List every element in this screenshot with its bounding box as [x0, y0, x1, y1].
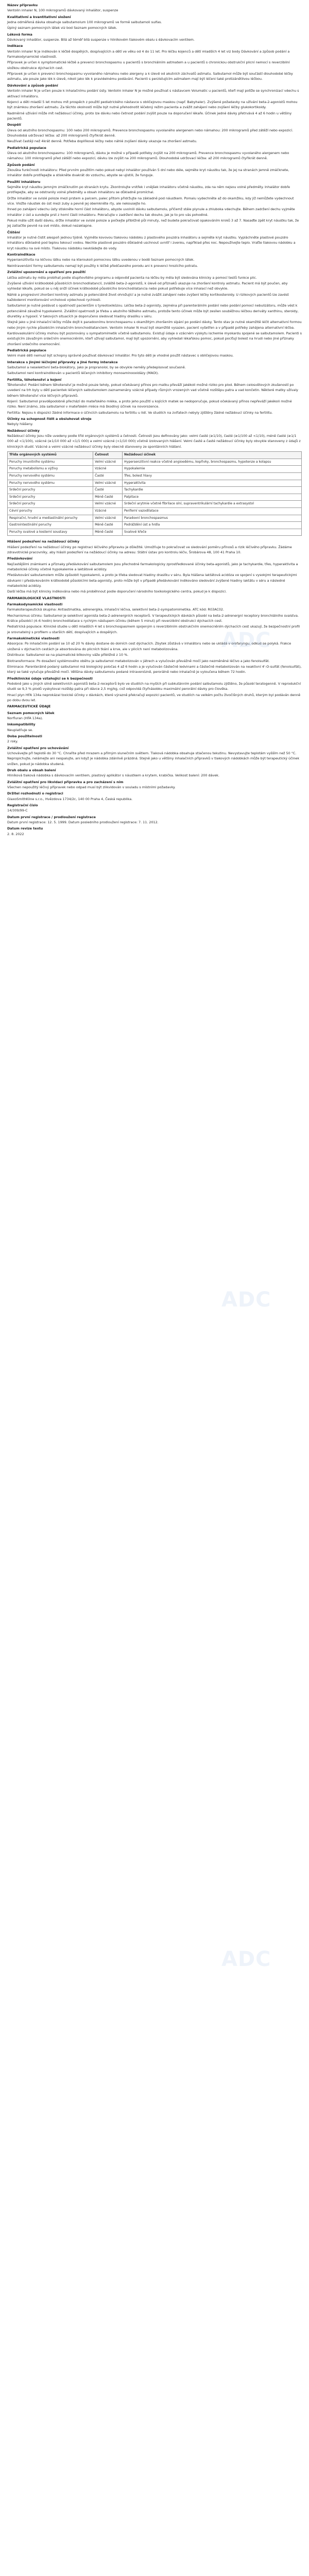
section	[7, 745, 302, 767]
section-paragraph: Těhotenství: Podání během těhotenství je možné pouze tehdy, pokud očekávaný přínos pro matku převáží jakékoli možné riziko pro plod. Během celosvětových zkušeností po uvedení na trh byly u dětí pacientek léčených salbutamolem zaznamenány vzácné případy různých vrozených vad včetně rozštěpu patra a vad končetin. Některé matky užívaly během těhotenství více léčivých přípravků.	[7, 383, 298, 398]
table-cell: Méně časté	[93, 529, 123, 536]
section-paragraph: 2 roky.	[7, 739, 18, 744]
section-heading: Předklinické údaje vztahující se k bezpečnosti	[7, 676, 93, 681]
section-paragraph: Eliminace: Parenterálně podaný salbutamol má biologický poločas 4 až 6 hodin a je vylučován částečně ledvinami a částečně metabolizován na neaktivní 4'-O-sulfát (fenolsulfát), který se také vylučuje převážně močí. Většina dávky salbutamolu podané intravenózně, perorálně nebo inhalačně je vyloučena během 72 hodin.	[7, 664, 302, 674]
section	[7, 803, 302, 814]
table-cell: Srdeční arytmie včetně fibrilace síní, supraventrikulární tachykardie a extrasystol	[123, 501, 302, 508]
section-heading: Datum první registrace / prodloužení registrace	[7, 815, 96, 819]
section	[7, 734, 302, 744]
table-body	[8, 459, 302, 536]
section-paragraph: Přípravek je určen k prevenci bronchospasmu vyvolaného námahou nebo alergeny a k úlevě od akutních záchvatů astmatu. Salbutamol může být součástí dlouhodobé léčby astmatu, ale pouze jako lék k úlevě, nikoli jako lék k pravidelnému podávání. Pacienti s perzistujícím astmatem mají být léčeni také protizánětlivou léčbou.	[7, 72, 293, 81]
section-paragraph: Kojenci a děti mladší 5 let mohou mít prospěch z použití pediatrického nástavce s obličejovou maskou (např. Babyhaler). Zvýšené požadavky na užívání beta-2-agonistů mohou být známkou zhoršení astmatu. Za těchto okolností může být nutné přehodnotit léčebný režim pacienta a zvážit zahájení nebo zvýšení léčby glukokortikoidy.	[7, 99, 298, 110]
section-heading: Datum revize textu	[7, 826, 43, 831]
section-paragraph: Zkouška funkčnosti inhalátoru: Před prvním použitím nebo pokud nebyl inhalátor používán 5 dní nebo déle, sejměte kryt náustku tak, že jej na stranách jemně zmáčknete, inhalátor dobře protřepejte a stiskněte dvakrát do vzduchu, abyste se ujistili, že funguje.	[7, 167, 289, 178]
section	[7, 791, 302, 802]
section	[7, 704, 302, 709]
section-paragraph: Všechen nepoužitý léčivý přípravek nebo odpad musí být zlikvidován v souladu s místními požadavky.	[7, 785, 176, 790]
section	[7, 269, 302, 347]
table-cell: Méně časté	[93, 494, 123, 501]
table-cell: Cévní poruchy	[8, 507, 93, 515]
section	[7, 710, 302, 721]
section	[7, 722, 302, 733]
section-paragraph: 14/309/99-C	[7, 808, 28, 813]
section	[7, 596, 302, 601]
section	[7, 43, 302, 81]
section-heading: Druh obalu a obsah balení	[7, 768, 56, 773]
section-paragraph: Ventolin inhaler N, 100 mikrogramů dávkovaný inhalátor, suspenze	[7, 8, 118, 13]
section	[7, 636, 302, 674]
section-heading: Pediatrická populace	[7, 348, 46, 352]
section-paragraph: Ihned po zahájení vdechu ústy stiskněte horní část inhalátoru, abyste uvolnili dávku salbutamolu, přičemž stále plynule a zhluboka vdechujte. Během zadržení dechu vyjměte inhalátor z úst a sundejte prst z horní části inhalátoru. Pokračujte v zadržení dechu tak dlouho, jak je to pro vás pohodlné.	[7, 207, 295, 217]
table-header-cell: Nežádoucí účinek	[123, 452, 302, 459]
section-heading: Zvláštní opatření pro uchovávání	[7, 745, 69, 750]
table-cell: Gastrointestinální poruchy	[8, 522, 93, 529]
table-row	[8, 501, 302, 508]
section-paragraph: Uchovávejte při teplotě do 30 °C. Chraňte před mrazem a přímým slunečním světlem. Tlaková nádobka obsahuje stlačenou tekutinu. Nevystavujte teplotám vyšším než 50 °C. Nepropichujte, nelámejte ani nespalujte, ani když je nádobka zdánlivě prázdná. Stejně jako u většiny inhalačních přípravků v tlakových nádobkách může být terapeutický účinek snížen, pokud je nádobka studená.	[7, 751, 300, 766]
table-row	[8, 487, 302, 494]
table-cell: Tachykardie	[123, 487, 302, 494]
section-heading: Farmakokinetické vlastnosti	[7, 636, 60, 641]
section-paragraph: 2. 8. 2022	[7, 832, 24, 836]
section-paragraph: Hliníková tlaková nádobka s dávkovacím ventilem, plastový aplikátor s náustkem a krytem, krabička. Velikost balení: 200 dávek.	[7, 773, 219, 778]
table-header-cell: Třída orgánových systémů	[8, 452, 93, 459]
table-cell: Časté	[93, 487, 123, 494]
section-heading: Způsob podání	[7, 162, 35, 167]
section-paragraph: Náhlé a progresivní zhoršení kontroly astmatu je potenciálně život ohrožující a je nutné zvážit zahájení nebo zvýšení léčby kortikosteroidy. U rizikových pacientů lze zavést každodenní monitorování vrcholové výdechové rychlosti.	[7, 292, 289, 302]
section-heading: Předávkování	[7, 556, 32, 561]
section-paragraph: Biotransformace: Po dosažení systémového oběhu je salbutamol metabolizován v játrech a vylučován převážně močí jako nezměněné léčivo a jako fenolsulfát.	[7, 658, 270, 663]
table-cell: Velmi vzácné	[93, 501, 123, 508]
section-paragraph: Pokud máte užít další dávku, držte inhalátor ve svislé poloze a počkejte přibližně půl minuty, než budete pokračovat opakováním kroků 3 až 7. Nasaďte zpět kryt náustku tak, že jej zatlačíte pevně na své místo, dokud nezaklapne.	[7, 218, 299, 228]
section	[7, 360, 302, 376]
section-heading: FARMAKOLOGICKÉ VLASTNOSTI	[7, 596, 66, 600]
watermark: ADC	[221, 1947, 271, 1971]
section	[7, 768, 302, 778]
table-row	[8, 459, 302, 466]
document-part-1	[7, 3, 302, 449]
section	[7, 348, 302, 359]
section-paragraph: Ventolin inhaler N je určen pouze k inhalačnímu podání ústy. Ventolin inhaler N je možné používat s nástavcem Volumatic u pacientů, kteří mají potíže se synchronizací vdechu s aktivací inhalátoru.	[7, 89, 299, 98]
section-paragraph: Úleva od akutního bronchospasmu: 100 nebo 200 mikrogramů. Prevence bronchospasmu vyvolaného alergenem nebo námahou: 200 mikrogramů před zátěží nebo expozicí. Dlouhodobá udržovací léčba: až 200 mikrogramů čtyřikrát denně.	[7, 128, 294, 138]
section	[7, 162, 302, 178]
section-paragraph: GlaxoSmithKline s.r.o., Hvězdova 1734/2c, 140 00 Praha 4, Česká republika.	[7, 796, 133, 801]
table-cell: Vzácné	[93, 466, 123, 473]
document-part-2	[7, 539, 302, 837]
section-heading: Použití inhalátoru	[7, 179, 41, 184]
document-body	[0, 0, 309, 837]
section-paragraph: Ventolin inhaler N je indikován k léčbě dospělých, dospívajících a dětí ve věku od 4 do 11 let. Pro léčbu kojenců a dětí mladších 4 let viz body Dávkování a způsob podání a Farmakodynamické vlastnosti.	[7, 49, 290, 59]
section-paragraph: Salbutamol je nutné podávat s opatrností pacientům s tyreotoxikózou. Léčba beta-2-agonisty, zejména při parenterálním podání nebo podání pomocí nebulizátoru, může vést k potenciálně závažné hypokalemii. Zvláštní opatrnosti je třeba u akutního těžkého astmatu, protože tento účinek může být zesílen souběžnou léčbou deriváty xanthinu, steroidy, diuretiky a hypoxií. V takových situacích je doporučeno sledovat hladiny draslíku v séru.	[7, 303, 299, 318]
section-paragraph: Mechanismus účinku: Salbutamol je selektivní agonista beta-2-adrenergních receptorů. V terapeutických dávkách působí na beta-2-adrenergní receptory bronchiálního svalstva. Krátce působící (4–6 hodin) bronchodilatace s rychlým nástupem účinku (během 5 minut) při reverzibilní obstrukci dýchacích cest.	[7, 613, 299, 623]
table-cell: Paradoxní bronchospasmus	[123, 515, 302, 522]
table-header-cell: Četnost	[93, 452, 123, 459]
section-paragraph: Kojení: Salbutamol pravděpodobně přechází do mateřského mléka, a proto jeho použití u kojících matek se nedoporučuje, pokud očekávaný přínos nepřeváží jakékoli možné riziko. Není známo, zda salbutamol v mateřském mléce má škodlivý účinek na novorozence.	[7, 399, 292, 409]
table-row	[8, 507, 302, 515]
section-paragraph: Neintravenózní formy salbutamolu nemají být použity k léčbě předčasného porodu ani k prevenci hrozícího potratu.	[7, 263, 198, 268]
section-heading: Farmakodynamické vlastnosti	[7, 602, 63, 607]
section-paragraph: Velmi malé děti nemusí být schopny správně používat dávkovací inhalátor. Pro tyto děti je vhodné použít nástavec s obličejovou maskou.	[7, 353, 234, 358]
section-paragraph: Distribuce: Salbutamol se na plazmatické bílkoviny váže přibližně z 10 %.	[7, 653, 129, 657]
section-paragraph: Neuplatňuje se.	[7, 727, 33, 732]
section-paragraph: Přípravek je určen k symptomatické léčbě a prevenci bronchospasmu u pacientů s bronchiálním astmatem a u pacientů s chronickou obstrukční plicní nemocí s reverzibilní složkou obstrukce dýchacích cest.	[7, 60, 290, 70]
section-heading: Registrační číslo	[7, 803, 38, 808]
section-paragraph: Dávkovaný inhalátor, suspenze. Bílá až téměř bílá suspenze v hliníkovém tlakovém obalu s dávkovacím ventilem.	[7, 38, 195, 42]
section-heading: Hlášení podezření na nežádoucí účinky	[7, 539, 80, 544]
adverse-effects-table	[7, 451, 302, 536]
section-heading: Čištění	[7, 230, 20, 234]
section-heading: Držitel rozhodnutí o registraci	[7, 791, 63, 796]
section	[7, 779, 302, 790]
section-paragraph: Hlášení podezření na nežádoucí účinky po registraci léčivého přípravku je důležité. Umožňuje to pokračovat ve sledování poměru přínosů a rizik léčivého přípravku. Žádáme zdravotnické pracovníky, aby hlásili podezření na nežádoucí účinky na adresu: Státní ústav pro kontrolu léčiv, Šrobárova 48, 100 41 Praha 10.	[7, 545, 292, 554]
section-heading: FARMACEUTICKÉ ÚDAJE	[7, 704, 51, 709]
section-heading: Inkompatibility	[7, 722, 36, 727]
section-paragraph: Podobně jako u jiných silně selektivních agonistů beta-2-receptorů bylo ve studiích na myších při subkutánním podání salbutamolu zjištěno, že působí teratogenně. V reprodukční studii se 9,3 % plodů vyskytoval rozštěp patra při dávce 2,5 mg/kg, což odpovídá čtyřnásobku maximální perorální dávky pro člověka.	[7, 681, 301, 691]
section-paragraph: Nežádoucí účinky jsou níže uvedeny podle tříd orgánových systémů a četnosti. Četnosti jsou definovány jako: velmi časté (≥1/10), časté (≥1/100 až <1/10), méně časté (≥1/1 000 až <1/100), vzácné (≥1/10 000 až <1/1 000) a velmi vzácné (<1/10 000) včetně izolovaných hlášení. Velmi časté a časté nežádoucí účinky byly obvykle stanoveny z údajů z klinických studií. Vzácné a velmi vzácné nežádoucí účinky byly obecně stanoveny ze spontánních hlášení.	[7, 434, 301, 449]
section	[7, 428, 302, 449]
table-cell: Velmi vzácné	[93, 459, 123, 466]
table-row	[8, 494, 302, 501]
section-paragraph: Kardiovaskulární účinky mohou být pozorovány u sympatomimetik včetně salbutamolu. Existují údaje o vzácném výskytu ischemie myokardu spojené se salbutamolem. Pacienti s existujícím závažným srdečním onemocněním, kteří užívají salbutamol, mají být upozorněni, aby vyhledali lékařskou pomoc, pokud pociťují bolest na hrudi nebo jiné příznaky zhoršení srdečního onemocnění.	[7, 331, 302, 346]
table-row	[8, 480, 302, 487]
table-cell: Respirační, hrudní a mediastinální poruchy	[8, 515, 93, 522]
section-heading: Léková forma	[7, 32, 32, 37]
section-paragraph: Nejčastějšími známkami a příznaky předávkování salbutamolem jsou přechodné farmakologicky zprostředkované účinky beta-agonistů, jako je tachykardie, třes, hyperaktivita a metabolické účinky včetně hypokalemie a laktátové acidózy.	[7, 562, 298, 571]
table-cell: Podráždění úst a hrdla	[123, 522, 302, 529]
section-paragraph: Další léčba má být klinicky indikována nebo má proběhnout podle doporučení národního toxikologického centra, pokud je k dispozici.	[7, 589, 227, 594]
table-cell: Palpitace	[123, 494, 302, 501]
section	[7, 377, 302, 415]
section-paragraph: Salbutamol není kontraindikován u pacientů léčených inhibitory monoaminooxidázy (MAOI).	[7, 371, 159, 376]
section-paragraph: Norfluran (HFA 134a).	[7, 716, 43, 720]
table-cell: Poruchy nervového systému	[8, 480, 93, 487]
section-paragraph: Sejměte kryt náustku jemným zmáčknutím po stranách krytu. Zkontrolujte vnitřek i vnějšek inhalátoru včetně náustku, zda na něm nejsou volné předměty. Inhalátor dobře protřepejte, aby se odstranily volné předměty a obsah inhalátoru se důkladně promíchal.	[7, 185, 290, 195]
section-paragraph: Hnací plyn HFA 134a neprokázal toxické účinky v dávkách, které výrazně překračují expozici pacientů, ve studiích na velkém počtu živočišných druhů, kterým byl podáván denně po dobu dvou let.	[7, 692, 301, 702]
section-paragraph: Úplný seznam pomocných látek viz bod Seznam pomocných látek.	[7, 26, 117, 30]
section-paragraph: Jedna odměřená dávka obsahuje salbutamolum 100 mikrogramů ve formě salbutamoli sulfas.	[7, 20, 162, 25]
table-cell: Periferní vazodilatace	[123, 507, 302, 515]
section-heading: Seznam pomocných látek	[7, 710, 55, 715]
section	[7, 252, 302, 268]
section-heading: Doba použitelnosti	[7, 734, 42, 738]
section-paragraph: Předávkování salbutamolem může způsobit hypokalemii, a proto je třeba sledovat hladiny draslíku v séru. Byla hlášena laktátová acidóza ve spojení s vysokými terapeutickými dávkami i předávkováním krátkodobě působícími beta-agonisty, proto může být v případě předávkování indikováno sledování zvýšené hladiny laktátu v séru a následné metabolické acidózy.	[7, 573, 297, 588]
section-paragraph: Pediatrická populace: Klinické studie u dětí mladších 4 let s bronchospasmem spojeným s reverzibilním obstrukčním onemocněním dýchacích cest ukazují, že bezpečnostní profil je srovnatelný s profilem u starších dětí, dospívajících a dospělých.	[7, 624, 300, 634]
table-cell: Srdeční poruchy	[8, 494, 93, 501]
table-row	[8, 522, 302, 529]
section-heading: Kontraindikace	[7, 252, 36, 257]
section	[7, 145, 302, 161]
section-paragraph: Nadměrné užívání může mít nežádoucí účinky, proto lze dávku nebo četnost podání zvýšit pouze na doporučení lékaře. Účinek jedné dávky přetrvává 4 až 6 hodin u většiny pacientů.	[7, 111, 292, 121]
table-header-row	[8, 452, 302, 459]
table-cell: Poruchy nervového systému	[8, 472, 93, 480]
table-cell: Velmi vzácné	[93, 480, 123, 487]
section	[7, 83, 302, 121]
table-cell: Poruchy imunitního systému	[8, 459, 93, 466]
watermark: ADC	[221, 1288, 271, 1312]
section	[7, 230, 302, 251]
table-cell: Časté	[93, 472, 123, 480]
section-heading: Interakce s jinými léčivými přípravky a jiné formy interakce	[7, 360, 118, 364]
table-cell: Hypokalemie	[123, 466, 302, 473]
section-heading: Nežádoucí účinky	[7, 428, 40, 433]
section	[7, 179, 302, 229]
table-cell: Velmi vzácné	[93, 515, 123, 522]
section-paragraph: Hypersenzitivita na léčivou látku nebo na kteroukoli pomocnou látku uvedenou v bodě Seznam pomocných látek.	[7, 258, 195, 262]
section-paragraph: Neužívat častěji než 4krát denně. Potřeba doplňkové léčby nebo náhlé zvýšení dávky ukazuje na zhoršení astmatu.	[7, 139, 197, 144]
section-paragraph: Datum první registrace: 12. 5. 1999. Datum posledního prodloužení registrace: 7. 11. 2012.	[7, 820, 159, 825]
section-heading: Účinky na schopnost řídit a obsluhovat stroje	[7, 417, 92, 421]
table-cell: Srdeční poruchy	[8, 501, 93, 508]
table-row	[8, 515, 302, 522]
section-paragraph: Stejně jako u jiné inhalační léčby může dojít k paradoxnímu bronchospasmu s okamžitým zhoršením sípání po podání dávky. Tento stav je nutné okamžitě léčit alternativní formou nebo jiným rychle působícím inhalačním bronchodilatanciem. Ventolin inhaler N musí být okamžitě vysazen, pacient vyšetřen a v případě potřeby zahájena alternativní léčba.	[7, 320, 302, 330]
table-cell: Poruchy svalové a kosterní soustavy	[8, 529, 93, 536]
section	[7, 416, 302, 427]
table-cell: Hyperaktivita	[123, 480, 302, 487]
section-paragraph: Zvýšené užívání krátkodobě působících bronchodilatancií, zvláště beta-2-agonistů, k úlevě od příznaků ukazuje na zhoršení kontroly astmatu. Pacient má být poučen, aby vyhledal lékaře, pokud se u něj sníží účinek krátkodobě působícího bronchodilatancia nebo pokud potřebuje více inhalací než obvykle.	[7, 281, 288, 291]
section-heading: Zvláštní opatření pro likvidaci přípravku a pro zacházení s ním	[7, 779, 124, 784]
section-heading: Kvalitativní a kvantitativní složení	[7, 14, 71, 19]
section-paragraph: Držte inhalátor ve svislé poloze mezi prstem a palcem, palec přitom přidržujte na základně pod náustkem. Pomalu vydechněte až do okamžiku, kdy již nemůžete vydechnout více. Vložte náustek do úst mezi zuby a pevně jej obemkněte rty, ale nekousejte ho.	[7, 196, 294, 206]
table-cell: Poruchy metabolismu a výživy	[8, 466, 93, 473]
section-heading: Pediatrická populace	[7, 145, 46, 150]
section-heading: Indikace	[7, 44, 23, 48]
section-paragraph: Léčba astmatu by měla probíhat podle stupňovitého programu a odpověď pacienta na léčbu by měla být sledována klinicky a pomocí testů funkce plic.	[7, 275, 257, 280]
section-paragraph: Inhalátor je nutné čistit alespoň jednou týdně. Vyjměte kovovou tlakovou nádobku z plastového pouzdra inhalátoru a sejměte kryt náustku. Vypláchněte plastové pouzdro inhalátoru důkladně pod teplou tekoucí vodou. Nechte plastové pouzdro důkladně uschnout uvnitř i zvenku, například přes noc. Nepoužívejte teplo. Vraťte tlakovou nádobku a kryt náustku na své místo. Tlakovou nádobku nevkládejte do vody.	[7, 235, 296, 250]
section	[7, 556, 302, 594]
section-paragraph: Salbutamol a neselektivní beta-blokátory, jako je propranolol, by se obvykle neměly předepisovat současně.	[7, 365, 186, 369]
table-row	[8, 466, 302, 473]
table-cell: Svalové křeče	[123, 529, 302, 536]
section-heading: Dospělí	[7, 123, 21, 127]
section-paragraph: Nebyly hlášeny.	[7, 422, 33, 427]
section	[7, 676, 302, 703]
table-cell: Třes, bolest hlavy	[123, 472, 302, 480]
section	[7, 602, 302, 635]
table-cell: Méně časté	[93, 522, 123, 529]
section-paragraph: Farmakoterapeutická skupina: Antiastmatika, adrenergika, inhalační léčiva, selektivní beta-2-sympatomimetika. ATC kód: R03AC02.	[7, 607, 224, 612]
watermark: ADC	[221, 629, 271, 652]
section	[7, 32, 302, 43]
section-heading: Fertilita, těhotenství a kojení	[7, 377, 62, 382]
table-row	[8, 472, 302, 480]
section	[7, 539, 302, 555]
section-paragraph: Úleva od akutního bronchospasmu: 100 mikrogramů, dávku je možné v případě potřeby zvýšit na 200 mikrogramů. Prevence bronchospasmu vyvolaného alergenem nebo námahou: 100 mikrogramů před zátěží nebo expozicí, dávku lze zvýšit na 200 mikrogramů. Dlouhodobá udržovací léčba: až 200 mikrogramů čtyřikrát denně.	[7, 150, 289, 161]
section-paragraph: Fertilita: Nejsou k dispozici žádné informace o účincích salbutamolu na fertilitu u lidí. Ve studiích na zvířatech nebyly zjištěny žádné nežádoucí účinky na fertilitu.	[7, 410, 273, 415]
section-paragraph: Absorpce: Po inhalačním podání se 10 až 20 % dávky dostane do dolních cest dýchacích. Zbytek zůstává v inhalátoru nebo se ukládá v orofaryngu, odkud se polyká. Frakce uložená v dýchacích cestách je absorbována do plicních tkání a krve, ale v plicích není metabolizována.	[7, 641, 291, 651]
section-heading: Dávkování a způsob podání	[7, 83, 58, 88]
table-cell: Hypersenzitivní reakce včetně angioedému, kopřivky, bronchospasmu, hypotenze a kolapsu	[123, 459, 302, 466]
section	[7, 14, 302, 31]
section	[7, 3, 302, 13]
table-cell: Srdeční poruchy	[8, 487, 93, 494]
section	[7, 815, 302, 825]
table-cell: Vzácné	[93, 507, 123, 515]
section-heading: Název přípravku	[7, 3, 38, 7]
section-heading: Zvláštní upozornění a opatření pro použití	[7, 270, 86, 275]
section	[7, 826, 302, 837]
section	[7, 122, 302, 144]
table-row	[8, 529, 302, 536]
